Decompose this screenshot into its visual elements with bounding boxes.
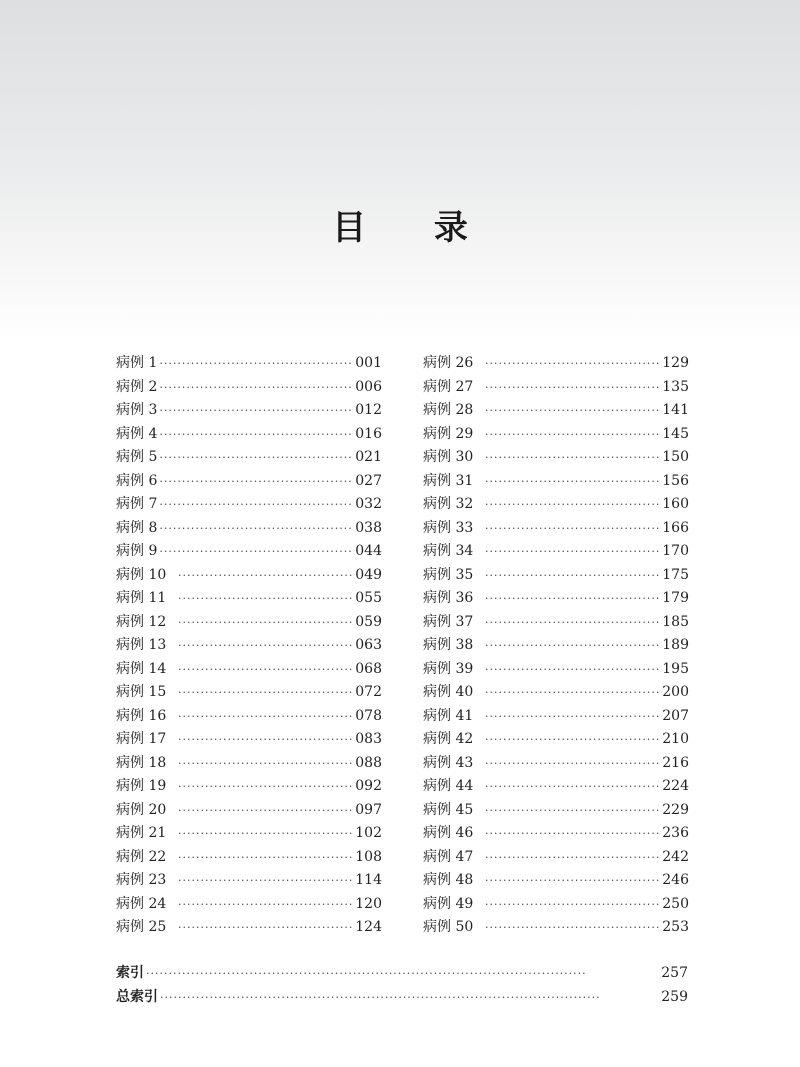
toc-entry-label: 病例 34 bbox=[423, 543, 474, 559]
toc-leader-dots bbox=[485, 352, 660, 376]
toc-entry[interactable] bbox=[116, 493, 382, 517]
toc-leader-dots bbox=[159, 493, 353, 517]
toc-entry-label: 病例 29 bbox=[423, 425, 474, 442]
toc-leader-dots bbox=[178, 752, 353, 776]
toc-entry[interactable] bbox=[423, 634, 689, 658]
toc-entry-page: 088 bbox=[355, 754, 382, 771]
toc-entry[interactable] bbox=[116, 517, 382, 541]
toc-entry-page: 068 bbox=[355, 660, 382, 677]
toc-entry-label: 病例 2 bbox=[116, 378, 158, 395]
toc-entry[interactable] bbox=[116, 634, 382, 658]
toc-leader-dots bbox=[159, 399, 353, 423]
toc-entry-page: 229 bbox=[662, 801, 689, 818]
toc-entry-page: 120 bbox=[355, 895, 382, 912]
toc-entry[interactable] bbox=[423, 799, 689, 823]
toc-entry-page: 150 bbox=[662, 449, 689, 465]
toc-entry-page: 012 bbox=[355, 402, 382, 418]
toc-entry-page: 156 bbox=[662, 472, 689, 489]
toc-entry-page: 021 bbox=[355, 449, 382, 465]
toc-column-right bbox=[423, 352, 689, 940]
toc-entry-page: 032 bbox=[355, 496, 382, 512]
toc-entry[interactable] bbox=[423, 611, 689, 635]
toc-entry[interactable] bbox=[423, 846, 689, 870]
toc-entry-label: 病例 30 bbox=[423, 449, 474, 465]
toc-entry-page: 135 bbox=[662, 378, 689, 395]
toc-entry-page: 108 bbox=[355, 848, 382, 865]
toc-entry-page: 055 bbox=[355, 590, 382, 606]
toc-leader-dots bbox=[178, 822, 353, 846]
toc-entry-label: 病例 9 bbox=[116, 543, 158, 559]
toc-leader-dots bbox=[485, 399, 660, 423]
toc-leader-dots bbox=[178, 681, 353, 705]
toc-entry-label: 病例 15 bbox=[116, 684, 167, 700]
toc-entry[interactable] bbox=[116, 986, 688, 1010]
toc-leader-dots bbox=[485, 493, 660, 517]
toc-entry[interactable] bbox=[423, 399, 689, 423]
toc-leader-dots bbox=[159, 423, 353, 447]
toc-entry-label: 病例 10 bbox=[116, 566, 167, 583]
toc-entry[interactable] bbox=[116, 470, 382, 494]
toc-entry-page: 102 bbox=[355, 825, 382, 841]
toc-entry-page: 242 bbox=[662, 848, 689, 865]
toc-entry-page: 072 bbox=[355, 684, 382, 700]
toc-entry[interactable] bbox=[116, 705, 382, 729]
toc-leader-dots bbox=[159, 470, 353, 494]
toc-entry[interactable] bbox=[116, 869, 382, 893]
toc-entry[interactable] bbox=[423, 587, 689, 611]
toc-entry-label: 病例 28 bbox=[423, 402, 474, 418]
toc-leader-dots bbox=[485, 728, 660, 752]
toc-entry[interactable] bbox=[116, 376, 382, 400]
toc-leader-dots bbox=[178, 587, 353, 611]
toc-entry-label: 病例 40 bbox=[423, 684, 474, 700]
toc-entry-label: 病例 12 bbox=[116, 613, 167, 630]
toc-entry-label: 病例 26 bbox=[423, 355, 474, 371]
toc-leader-dots bbox=[178, 564, 353, 588]
toc-entry[interactable] bbox=[116, 587, 382, 611]
toc-entry-label: 病例 17 bbox=[116, 731, 167, 747]
toc-entry-page: 216 bbox=[662, 754, 689, 771]
toc-leader-dots bbox=[485, 799, 660, 823]
toc-entry-page: 259 bbox=[661, 988, 688, 1005]
toc-leader-dots bbox=[178, 611, 353, 635]
toc-index-section bbox=[116, 962, 688, 1009]
header-band bbox=[0, 0, 800, 340]
toc-leader-dots bbox=[485, 423, 660, 447]
toc-entry[interactable] bbox=[116, 658, 382, 682]
toc-leader-dots bbox=[485, 705, 660, 729]
toc-entry-label: 病例 4 bbox=[116, 425, 158, 442]
toc-leader-dots bbox=[178, 658, 353, 682]
toc-entry[interactable] bbox=[116, 423, 382, 447]
toc-entry-label: 病例 5 bbox=[116, 449, 158, 465]
toc-entry[interactable] bbox=[423, 423, 689, 447]
toc-entry[interactable] bbox=[423, 728, 689, 752]
toc-entry-page: 179 bbox=[662, 590, 689, 606]
toc-entry[interactable] bbox=[423, 517, 689, 541]
toc-entry[interactable] bbox=[423, 352, 689, 376]
toc-entry[interactable] bbox=[116, 611, 382, 635]
toc-entry[interactable] bbox=[423, 752, 689, 776]
toc-entry-page: 038 bbox=[355, 519, 382, 536]
toc-entry-page: 195 bbox=[662, 660, 689, 677]
toc-entry[interactable] bbox=[116, 446, 382, 470]
toc-entry[interactable] bbox=[116, 540, 382, 564]
toc-entry[interactable] bbox=[423, 493, 689, 517]
toc-leader-dots bbox=[485, 846, 660, 870]
toc-entry-label: 索引 bbox=[116, 965, 144, 981]
toc-entry[interactable] bbox=[116, 962, 688, 986]
toc-entry-page: 129 bbox=[662, 355, 689, 371]
toc-entry-label: 病例 14 bbox=[116, 660, 167, 677]
toc-entry-page: 016 bbox=[355, 425, 382, 442]
toc-entry-label: 病例 25 bbox=[116, 919, 167, 935]
toc-entry-label: 病例 49 bbox=[423, 895, 474, 912]
toc-entry-page: 001 bbox=[355, 355, 382, 371]
toc-leader-dots bbox=[485, 893, 660, 917]
toc-leader-dots bbox=[485, 611, 660, 635]
toc-entry[interactable] bbox=[116, 752, 382, 776]
toc-entry[interactable] bbox=[423, 446, 689, 470]
toc-entry-page: 257 bbox=[661, 965, 688, 981]
toc-entry-page: 078 bbox=[355, 707, 382, 724]
toc-entry-label: 病例 8 bbox=[116, 519, 158, 536]
toc-entry-label: 病例 1 bbox=[116, 355, 158, 371]
toc-entry[interactable] bbox=[116, 846, 382, 870]
toc-entry-label: 病例 48 bbox=[423, 872, 474, 888]
toc-entry-label: 病例 33 bbox=[423, 519, 474, 536]
toc-leader-dots bbox=[485, 634, 660, 658]
toc-entry-page: 175 bbox=[662, 566, 689, 583]
toc-entry-page: 185 bbox=[662, 613, 689, 630]
toc-entry-label: 病例 47 bbox=[423, 848, 474, 865]
toc-entry-label: 病例 11 bbox=[116, 590, 167, 606]
toc-entry-label: 病例 18 bbox=[116, 754, 167, 771]
toc-entry[interactable] bbox=[423, 564, 689, 588]
toc-entry[interactable] bbox=[423, 540, 689, 564]
toc-leader-dots bbox=[485, 775, 660, 799]
toc-entry-page: 250 bbox=[662, 895, 689, 912]
toc-entry-page: 027 bbox=[355, 472, 382, 489]
toc-entry[interactable] bbox=[423, 822, 689, 846]
toc-leader-dots bbox=[160, 986, 654, 1010]
toc-leader-dots bbox=[159, 517, 353, 541]
toc-entry-page: 044 bbox=[355, 543, 382, 559]
toc-entry-label: 病例 42 bbox=[423, 731, 474, 747]
toc-leader-dots bbox=[485, 822, 660, 846]
toc-entry-label: 病例 43 bbox=[423, 754, 474, 771]
toc-entry[interactable] bbox=[116, 893, 382, 917]
toc-leader-dots bbox=[178, 846, 353, 870]
toc-entry-page: 092 bbox=[355, 778, 382, 794]
toc-entry-page: 114 bbox=[355, 872, 382, 888]
toc-leader-dots bbox=[178, 728, 353, 752]
toc-entry[interactable] bbox=[423, 893, 689, 917]
toc-entry-label: 病例 7 bbox=[116, 496, 158, 512]
toc-leader-dots bbox=[159, 446, 353, 470]
toc-entry-label: 病例 20 bbox=[116, 801, 167, 818]
toc-entry-page: 210 bbox=[662, 731, 689, 747]
toc-leader-dots bbox=[159, 352, 353, 376]
toc-entry-label: 病例 45 bbox=[423, 801, 474, 818]
toc-entry[interactable] bbox=[116, 728, 382, 752]
toc-leader-dots bbox=[485, 587, 660, 611]
toc-entry[interactable] bbox=[116, 916, 382, 940]
toc-leader-dots bbox=[159, 540, 353, 564]
toc-entry-page: 006 bbox=[355, 378, 382, 395]
toc-entry-label: 病例 6 bbox=[116, 472, 158, 489]
toc-entry[interactable] bbox=[116, 352, 382, 376]
toc-leader-dots bbox=[485, 752, 660, 776]
toc-column-left bbox=[116, 352, 382, 940]
toc-leader-dots bbox=[159, 376, 353, 400]
toc-entry[interactable] bbox=[423, 705, 689, 729]
page-title: 目 录 bbox=[332, 208, 496, 248]
toc-entry-page: 200 bbox=[662, 684, 689, 700]
toc-entry[interactable] bbox=[423, 916, 689, 940]
toc-leader-dots bbox=[485, 681, 660, 705]
toc-leader-dots bbox=[178, 799, 353, 823]
toc-leader-dots bbox=[485, 517, 660, 541]
toc-entry-page: 097 bbox=[355, 801, 382, 818]
toc-leader-dots bbox=[178, 634, 353, 658]
toc-entry-label: 病例 21 bbox=[116, 825, 167, 841]
toc-entry[interactable] bbox=[116, 681, 382, 705]
toc-entry-page: 063 bbox=[355, 637, 382, 653]
toc-leader-dots bbox=[146, 962, 654, 986]
toc-entry-label: 病例 32 bbox=[423, 496, 474, 512]
toc-entry-label: 病例 19 bbox=[116, 778, 167, 794]
toc-entry-page: 141 bbox=[662, 402, 689, 418]
toc-entry[interactable] bbox=[423, 658, 689, 682]
toc-entry[interactable] bbox=[423, 470, 689, 494]
toc-entry-page: 160 bbox=[662, 496, 689, 512]
toc-leader-dots bbox=[178, 869, 353, 893]
toc-leader-dots bbox=[485, 446, 660, 470]
toc-entry-label: 病例 16 bbox=[116, 707, 167, 724]
toc-leader-dots bbox=[178, 705, 353, 729]
toc-entry-label: 病例 38 bbox=[423, 637, 474, 653]
toc-entry-page: 207 bbox=[662, 707, 689, 724]
toc-leader-dots bbox=[485, 916, 660, 940]
toc-entry[interactable] bbox=[116, 775, 382, 799]
toc-entry-label: 病例 27 bbox=[423, 378, 474, 395]
toc-entry-label: 病例 41 bbox=[423, 707, 474, 724]
toc-entry-label: 病例 36 bbox=[423, 590, 474, 606]
toc-entry-page: 124 bbox=[355, 919, 382, 935]
toc-entry-label: 病例 35 bbox=[423, 566, 474, 583]
toc-leader-dots bbox=[485, 540, 660, 564]
toc-entry-label: 病例 50 bbox=[423, 919, 474, 935]
toc-entry[interactable] bbox=[423, 775, 689, 799]
toc-entry-label: 病例 37 bbox=[423, 613, 474, 630]
toc-entry-page: 145 bbox=[662, 425, 689, 442]
toc-entry-page: 224 bbox=[662, 778, 689, 794]
toc-entry[interactable] bbox=[116, 799, 382, 823]
toc-leader-dots bbox=[485, 869, 660, 893]
toc-entry-label: 总索引 bbox=[116, 988, 158, 1005]
toc-entry[interactable] bbox=[116, 399, 382, 423]
toc-entry[interactable] bbox=[423, 869, 689, 893]
toc-entry-label: 病例 23 bbox=[116, 872, 167, 888]
toc-entry-label: 病例 22 bbox=[116, 848, 167, 865]
toc-entry-label: 病例 3 bbox=[116, 402, 158, 418]
toc-entry[interactable] bbox=[116, 822, 382, 846]
toc-entry-page: 236 bbox=[662, 825, 689, 841]
toc-leader-dots bbox=[485, 658, 660, 682]
toc-leader-dots bbox=[485, 470, 660, 494]
toc-leader-dots bbox=[485, 564, 660, 588]
toc-entry-page: 059 bbox=[355, 613, 382, 630]
toc-entry[interactable] bbox=[423, 376, 689, 400]
toc-entry-page: 170 bbox=[662, 543, 689, 559]
toc-entry-label: 病例 31 bbox=[423, 472, 474, 489]
toc-entry-page: 246 bbox=[662, 872, 689, 888]
toc-leader-dots bbox=[178, 893, 353, 917]
toc-entry-page: 049 bbox=[355, 566, 382, 583]
toc-entry[interactable] bbox=[423, 681, 689, 705]
toc-entry-page: 166 bbox=[662, 519, 689, 536]
toc-entry-label: 病例 46 bbox=[423, 825, 474, 841]
toc-entry-label: 病例 13 bbox=[116, 637, 167, 653]
toc-entry-label: 病例 24 bbox=[116, 895, 167, 912]
toc-leader-dots bbox=[178, 775, 353, 799]
toc-entry[interactable] bbox=[116, 564, 382, 588]
toc-entry-page: 189 bbox=[662, 637, 689, 653]
toc-leader-dots bbox=[485, 376, 660, 400]
toc-entry-page: 083 bbox=[355, 731, 382, 747]
toc-entry-label: 病例 44 bbox=[423, 778, 474, 794]
toc-entry-label: 病例 39 bbox=[423, 660, 474, 677]
toc-leader-dots bbox=[178, 916, 353, 940]
toc-entry-page: 253 bbox=[662, 919, 689, 935]
